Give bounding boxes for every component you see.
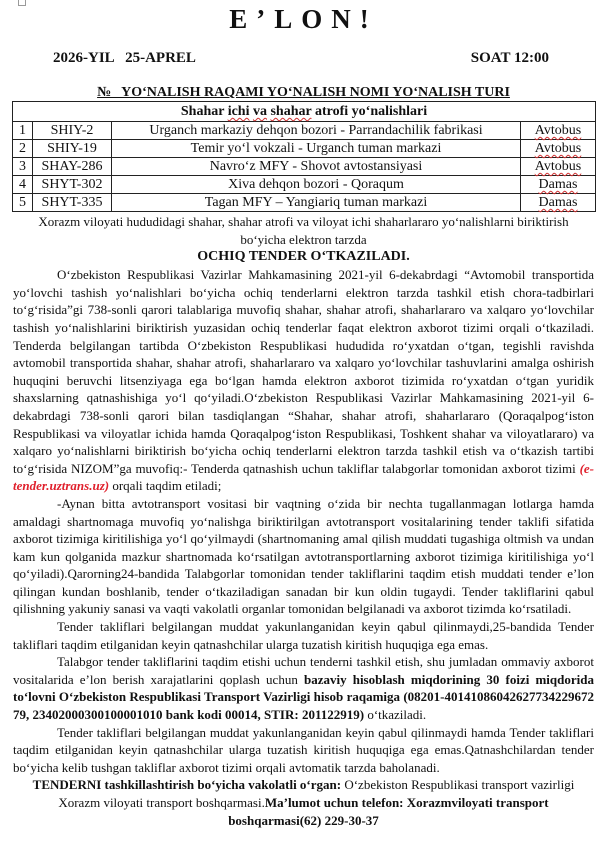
route-row bbox=[13, 176, 596, 194]
phone-info: Ma’lumot uchun telefon: Xorazmviloyati transport boshqarmasi(62) 229-30-37 bbox=[228, 795, 549, 828]
route-type-text: Damas bbox=[538, 177, 578, 192]
route-number bbox=[13, 122, 33, 140]
route-number-text: 4 bbox=[19, 177, 26, 192]
route-type bbox=[521, 194, 596, 212]
payment-details: bazaviy hisoblash miqdorining 30 foizi miqdorida to‘lovni O‘zbekiston Respublikasi Transport Vazirligi hisob raqamiga (08201-40141086042627734229672 79, 23402000300100001010 bank kodi 00014, STIR: 201122919) bbox=[13, 671, 594, 723]
route-number-text: 3 bbox=[19, 159, 26, 174]
route-row bbox=[13, 158, 596, 176]
route-row bbox=[13, 194, 596, 212]
route-code bbox=[33, 194, 112, 212]
route-row bbox=[13, 122, 596, 140]
route-code bbox=[33, 140, 112, 158]
route-code bbox=[33, 122, 112, 140]
route-number bbox=[13, 194, 33, 212]
route-number bbox=[13, 176, 33, 194]
route-type bbox=[521, 122, 596, 140]
group-title bbox=[13, 102, 596, 122]
route-name-text: Xiva dehqon bozori - Qoraqum bbox=[228, 177, 404, 192]
route-code bbox=[33, 176, 112, 194]
route-code bbox=[33, 158, 112, 176]
paragraph-1-end: orqali taqdim etiladi; bbox=[109, 478, 222, 494]
announcement-body bbox=[13, 213, 594, 829]
route-code-text: SHYT-335 bbox=[41, 195, 103, 210]
route-type bbox=[521, 176, 596, 194]
route-name bbox=[112, 194, 521, 212]
route-name bbox=[112, 140, 521, 158]
route-name bbox=[112, 158, 521, 176]
announcement-time: SOAT 12:00 bbox=[470, 50, 549, 66]
route-number bbox=[13, 140, 33, 158]
group-title-word: ichi bbox=[227, 104, 250, 119]
e-tender-link[interactable]: (e-tender.uztrans.uz) bbox=[13, 460, 594, 494]
group-title-word: shahar bbox=[270, 104, 312, 119]
route-name bbox=[112, 122, 521, 140]
route-name-text: Urganch markaziy dehqon bozori - Parrandachilik fabrikasi bbox=[149, 123, 483, 138]
route-code-text: SHAY-286 bbox=[41, 159, 103, 174]
route-type bbox=[521, 158, 596, 176]
route-number-text: 5 bbox=[19, 195, 26, 210]
route-code-text: SHYT-302 bbox=[41, 177, 103, 192]
route-code-text: SHIY-19 bbox=[47, 141, 97, 156]
route-type-text: Avtobus bbox=[534, 159, 582, 174]
authority-name: O‘zbekiston Respublikasi transport vazirligi Xorazm viloyati transport boshqarmasi. bbox=[58, 777, 575, 810]
paragraph-1-text: O‘zbekiston Respublikasi Vazirlar Mahkamasining 2021-yil 6-dekabrdagi “Avtomobil transportida yo‘lovchi tashish yo‘nalishlari bo‘yicha ochiq tenderlarni elektron tarzda tashkil etish chora-tadbirlari to‘g‘risida”gi 738-sonli qarori talablariga muvofiq shahar, shahar atrofi, shaharlararo va xalqaro yo‘lovchilar tashish yo‘nalishlarini biriktirish yuzasidan ochiq tenderlar faqat elektron axborot tizimi orqali o‘tkaziladi. Tenderda belgilangan tartibda O‘zbekiston Respublikasi hududida ro‘yxatdan o‘tgan, tegishli ravishda avtomobil transportida shahar, shahar atrofi, shaharlararo va xalqaro yo‘lovchilar tashuvlarini amalga oshirish huquqini beruvchi litsenziyaga ega bo‘lgan hamda elektron axborot tizimida ro‘yxatdan o‘tgan yuridik shaxslarning qatnashishiga yo‘l qo‘yiladi.O‘zbekiston Respublikasi Vazirlar Mahkamasining 2021-yil 6-dekabrdagi 738-sonli qarori bilan tasdiqlangan “Shahar, shahar atrofi, shaharlararo (Qoraqalpog‘iston Respublikasi va viloyatlar ichida hamda Qoraqalpog‘iston Respublikasi, Toshkent shahar va viloyatlararo) va xalqaro yo‘nalishlarni biriktirish bo‘yicha ochiq tenderlarni elektron tarzda tashkil etish va o‘tkazish tartibi to‘g‘risida NIZOM”ga muvofiq:- Tenderda qatnashish uchun takliflar talabgorlar tomonidan axborot tizimi bbox=[13, 267, 594, 476]
route-type-text: Damas bbox=[538, 195, 578, 210]
routes-table bbox=[12, 101, 596, 212]
route-type-text: Avtobus bbox=[534, 141, 582, 156]
route-number-text: 2 bbox=[19, 141, 26, 156]
route-type-text: Avtobus bbox=[534, 123, 582, 138]
paragraph-4 bbox=[13, 653, 594, 723]
route-rows bbox=[13, 122, 596, 212]
paragraph-4-text: Talabgor tender takliflarini taqdim etishi uchun tenderni tashkil etish, shu jumladan ommaviy axborot vositalarida e’lon berish xarajatlarini qoplash uchun bbox=[13, 654, 594, 687]
route-code-text: SHIY-2 bbox=[50, 123, 94, 138]
intro-line-1: Xorazm viloyati hududidagi shahar, shahar atrofi va viloyat ichi shaharlararo yo‘nalishlarni biriktirish bbox=[38, 214, 569, 229]
route-name bbox=[112, 176, 521, 194]
route-number bbox=[13, 158, 33, 176]
table-columns-header: № YO‘NALISH RAQAMI YO‘NALISH NOMI YO‘NALISH TURI bbox=[97, 85, 510, 100]
route-number-text: 1 bbox=[19, 123, 26, 138]
tender-heading: OCHIQ TENDER O‘TKAZILADI. bbox=[197, 249, 410, 265]
paragraph-5: Tender takliflari belgilangan muddat yakunlanganidan keyin qabul qilinmaydi hamda Tender takliflari taqdim etilganidan keyin qatnashchilar ularga tuzatish kiritish huquqiga ega emas.Qatnashchilardan tender bo‘yicha kelib tushgan takliflar axborot tizimi orqali avtomatik tarzda baholanadi. bbox=[13, 724, 594, 775]
paragraph-4-end: o‘tkaziladi. bbox=[364, 707, 427, 723]
paragraph-2: -Aynan bitta avtotransport vositasi bir vaqtning o‘zida bir nechta tugallanmagan lotlarga hamda amaldagi shartnomaga muvofiq yo‘nalishga biriktirilgan avtotransport vositalarining tender taklifi sifatida axborot tizimiga kiritilishiga yo‘l qo‘yilmaydi (shartnomaning amal qilish muddati tugashiga oltmish va undan kam kun qolganida mazkur shartnomada ko‘rsatilgan avtotransportlarning axborot tizimiga kiritilishiga yo‘l qo‘yiladi).Qarorning24-bandida Talabgorlar tomonidan tender takliflarini taqdim etish muddati tender e’lon qilingan kundan boshlanib, tender o‘tkaziladigan sanadan bir kun oldin tugaydi. Tender takliflarini qabul qilishning yakuniy sanasi va vaqti vakolatli organlar tomonidan belgilanadi va axborot tizimda ko‘rsatiladi. bbox=[13, 495, 594, 617]
group-title-text bbox=[181, 104, 427, 119]
route-name-text: Navro‘z MFY - Shovot avtostansiyasi bbox=[209, 159, 423, 174]
announcement-date: 2026-YIL 25-APREL bbox=[53, 50, 196, 66]
group-title-word: Shahar bbox=[180, 104, 225, 119]
group-title-word: yo‘nalishlari bbox=[351, 104, 428, 119]
group-title-word: va bbox=[252, 104, 267, 119]
paragraph-3: Tender takliflari belgilangan muddat yakunlanganidan keyin qabul qilinmaydi,25-bandida Tender takliflari taqdim etilganidan keyin qatnashchilar ularga tuzatish kiritish huquqiga ega emas. bbox=[13, 619, 594, 652]
route-row bbox=[13, 140, 596, 158]
authority-label: TENDERNI tashkillashtirish bo‘yicha vakolatli o‘rgan: bbox=[32, 777, 342, 793]
route-type bbox=[521, 140, 596, 158]
footer-contact bbox=[13, 776, 594, 829]
route-name-text: Temir yo‘l vokzali - Urganch tuman markazi bbox=[190, 141, 442, 156]
group-title-word: atrofi bbox=[314, 104, 349, 119]
intro-line-2: bo‘yicha elektron tarzda bbox=[240, 231, 367, 247]
announcement-title: E’LON! bbox=[229, 4, 378, 34]
paragraph-1 bbox=[13, 266, 594, 495]
table-group-row bbox=[13, 102, 596, 122]
route-name-text: Tagan MFY – Yangiariq tuman markazi bbox=[204, 195, 428, 210]
